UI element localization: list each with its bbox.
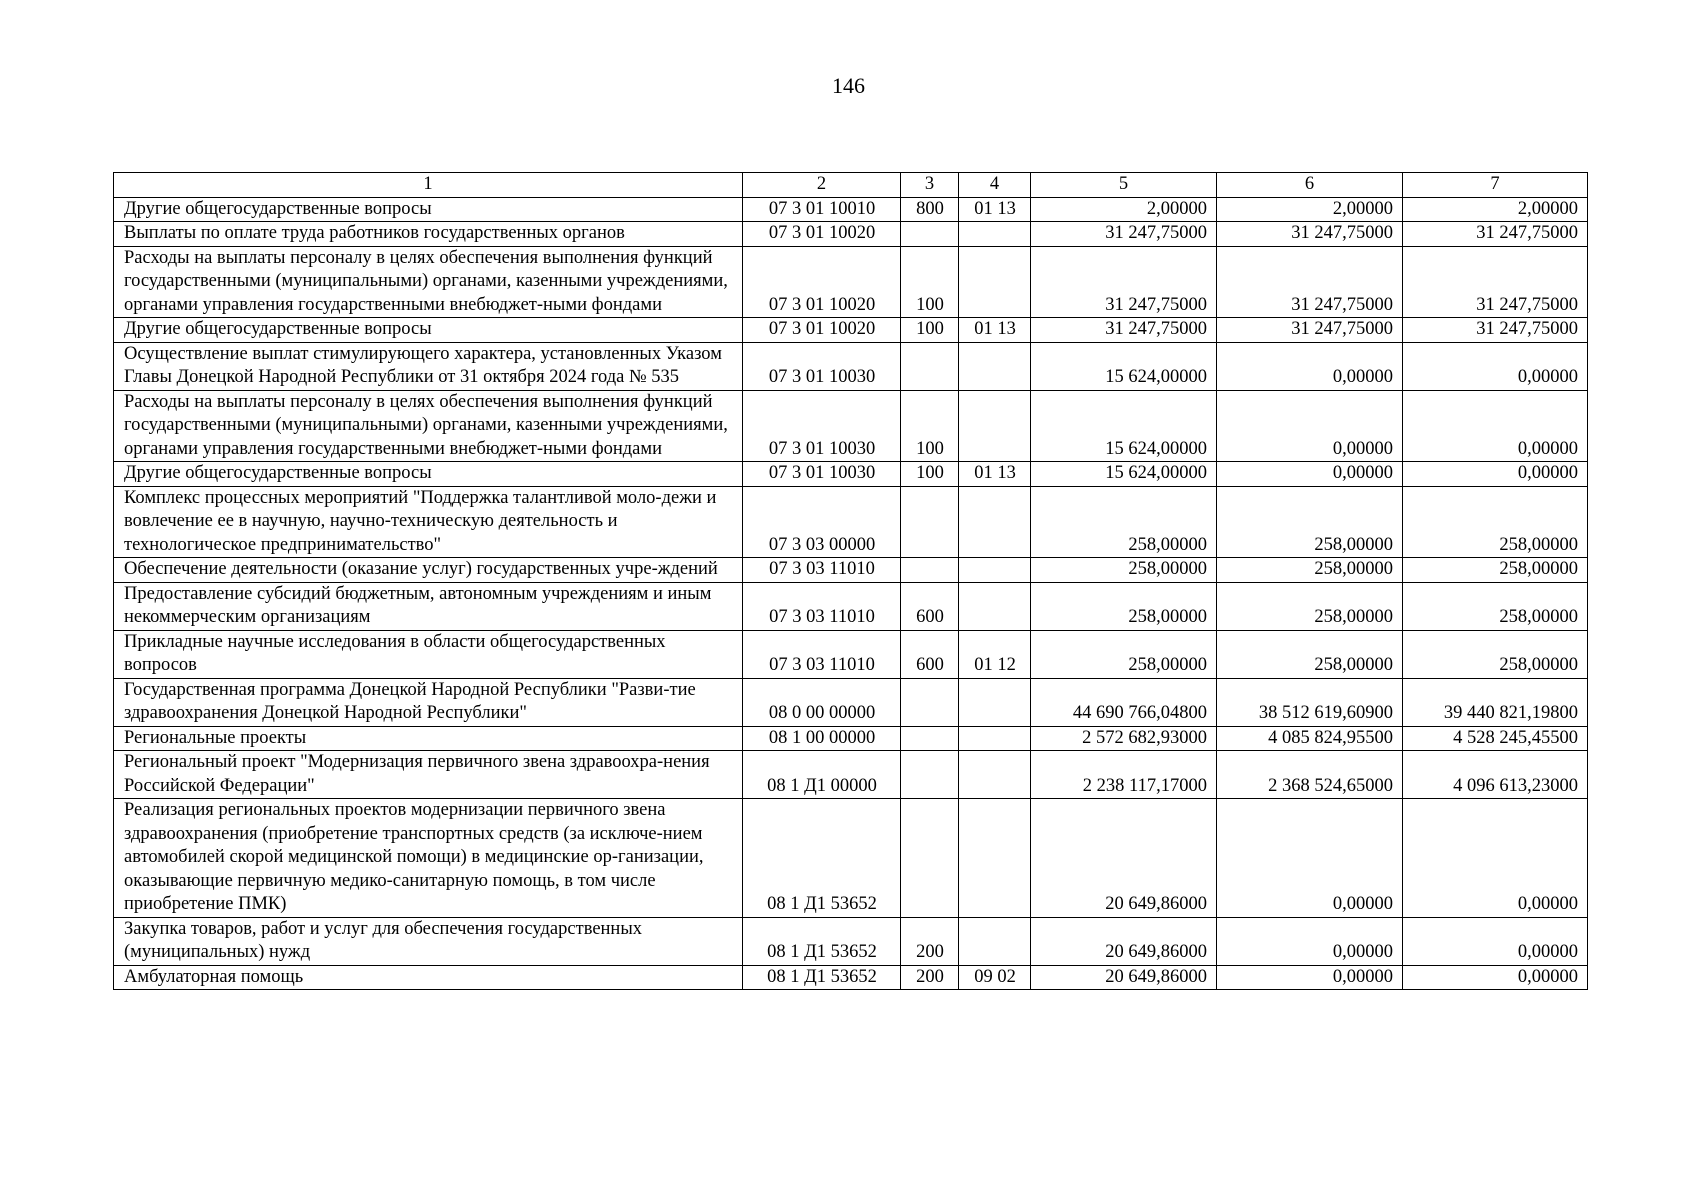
amount-col6-cell: 0,00000 bbox=[1217, 390, 1403, 462]
amount-col7-cell: 2,00000 bbox=[1403, 197, 1588, 222]
table-row bbox=[114, 678, 1588, 726]
amount-col7-cell: 31 247,75000 bbox=[1403, 222, 1588, 247]
table-row bbox=[114, 799, 1588, 918]
table-body bbox=[114, 197, 1588, 990]
amount-col7-cell: 258,00000 bbox=[1403, 558, 1588, 583]
expense-name-cell: Расходы на выплаты персоналу в целях обеспечения выполнения функций государственными (муниципальными) органами, казенными учреждениями, органами управления государственными внебюджет-ными фондами bbox=[114, 390, 743, 462]
expense-name-cell: Комплекс процессных мероприятий "Поддержка талантливой моло-дежи и вовлечение ее в научную, научно-техническую деятельность и технологическое предпринимательство" bbox=[114, 486, 743, 558]
expense-name-cell: Закупка товаров, работ и услуг для обеспечения государственных (муниципальных) нужд bbox=[114, 917, 743, 965]
amount-col6-cell: 0,00000 bbox=[1217, 917, 1403, 965]
table-row bbox=[114, 582, 1588, 630]
table-row bbox=[114, 222, 1588, 247]
amount-col7-cell: 0,00000 bbox=[1403, 965, 1588, 990]
target-code-cell: 07 3 01 10030 bbox=[743, 342, 901, 390]
amount-col6-cell: 0,00000 bbox=[1217, 342, 1403, 390]
expense-type-cell: 600 bbox=[901, 582, 959, 630]
target-code-cell: 08 1 Д1 53652 bbox=[743, 965, 901, 990]
target-code-cell: 08 1 00 00000 bbox=[743, 726, 901, 751]
expense-type-cell: 100 bbox=[901, 246, 959, 318]
section-code-cell: 01 13 bbox=[959, 197, 1031, 222]
amount-col6-cell: 0,00000 bbox=[1217, 462, 1403, 487]
expense-name-cell: Региональные проекты bbox=[114, 726, 743, 751]
section-code-cell bbox=[959, 799, 1031, 918]
expense-type-cell bbox=[901, 799, 959, 918]
expense-type-cell: 200 bbox=[901, 917, 959, 965]
section-code-cell bbox=[959, 222, 1031, 247]
section-code-cell bbox=[959, 678, 1031, 726]
target-code-cell: 07 3 03 11010 bbox=[743, 630, 901, 678]
amount-col5-cell: 2,00000 bbox=[1031, 197, 1217, 222]
section-code-cell: 01 12 bbox=[959, 630, 1031, 678]
section-code-cell: 09 02 bbox=[959, 965, 1031, 990]
amount-col5-cell: 31 247,75000 bbox=[1031, 246, 1217, 318]
table-row bbox=[114, 342, 1588, 390]
amount-col6-cell: 31 247,75000 bbox=[1217, 222, 1403, 247]
amount-col6-cell: 258,00000 bbox=[1217, 630, 1403, 678]
section-code-cell bbox=[959, 726, 1031, 751]
amount-col7-cell: 31 247,75000 bbox=[1403, 318, 1588, 343]
table-row bbox=[114, 318, 1588, 343]
table-row bbox=[114, 965, 1588, 990]
column-header: 6 bbox=[1217, 173, 1403, 198]
amount-col7-cell: 39 440 821,19800 bbox=[1403, 678, 1588, 726]
amount-col7-cell: 0,00000 bbox=[1403, 342, 1588, 390]
expense-name-cell: Прикладные научные исследования в области общегосударственных вопросов bbox=[114, 630, 743, 678]
amount-col7-cell: 258,00000 bbox=[1403, 582, 1588, 630]
column-header: 3 bbox=[901, 173, 959, 198]
table-row bbox=[114, 462, 1588, 487]
amount-col6-cell: 0,00000 bbox=[1217, 799, 1403, 918]
amount-col6-cell: 2 368 524,65000 bbox=[1217, 751, 1403, 799]
amount-col5-cell: 31 247,75000 bbox=[1031, 222, 1217, 247]
expense-type-cell bbox=[901, 558, 959, 583]
amount-col5-cell: 258,00000 bbox=[1031, 486, 1217, 558]
amount-col6-cell: 258,00000 bbox=[1217, 486, 1403, 558]
target-code-cell: 07 3 01 10010 bbox=[743, 197, 901, 222]
expense-type-cell bbox=[901, 678, 959, 726]
target-code-cell: 07 3 03 11010 bbox=[743, 582, 901, 630]
amount-col5-cell: 44 690 766,04800 bbox=[1031, 678, 1217, 726]
expense-name-cell: Предоставление субсидий бюджетным, автономным учреждениям и иным некоммерческим организациям bbox=[114, 582, 743, 630]
section-code-cell bbox=[959, 246, 1031, 318]
expense-type-cell: 100 bbox=[901, 462, 959, 487]
table-row bbox=[114, 197, 1588, 222]
expense-name-cell: Выплаты по оплате труда работников государственных органов bbox=[114, 222, 743, 247]
section-code-cell: 01 13 bbox=[959, 318, 1031, 343]
target-code-cell: 07 3 03 00000 bbox=[743, 486, 901, 558]
column-header: 4 bbox=[959, 173, 1031, 198]
column-header: 1 bbox=[114, 173, 743, 198]
amount-col6-cell: 31 247,75000 bbox=[1217, 318, 1403, 343]
amount-col5-cell: 15 624,00000 bbox=[1031, 390, 1217, 462]
budget-table bbox=[113, 172, 1588, 990]
section-code-cell bbox=[959, 558, 1031, 583]
amount-col6-cell: 2,00000 bbox=[1217, 197, 1403, 222]
amount-col7-cell: 4 096 613,23000 bbox=[1403, 751, 1588, 799]
section-code-cell bbox=[959, 390, 1031, 462]
amount-col7-cell: 4 528 245,45500 bbox=[1403, 726, 1588, 751]
section-code-cell bbox=[959, 917, 1031, 965]
amount-col5-cell: 2 238 117,17000 bbox=[1031, 751, 1217, 799]
amount-col5-cell: 15 624,00000 bbox=[1031, 462, 1217, 487]
expense-name-cell: Государственная программа Донецкой Народной Республики "Разви-тие здравоохранения Донецкой Народной Республики" bbox=[114, 678, 743, 726]
expense-type-cell bbox=[901, 222, 959, 247]
amount-col5-cell: 258,00000 bbox=[1031, 558, 1217, 583]
amount-col5-cell: 15 624,00000 bbox=[1031, 342, 1217, 390]
expense-name-cell: Расходы на выплаты персоналу в целях обеспечения выполнения функций государственными (муниципальными) органами, казенными учреждениями, органами управления государственными внебюджет-ными фондами bbox=[114, 246, 743, 318]
amount-col5-cell: 20 649,86000 bbox=[1031, 965, 1217, 990]
amount-col7-cell: 0,00000 bbox=[1403, 917, 1588, 965]
column-header: 7 bbox=[1403, 173, 1588, 198]
expense-name-cell: Другие общегосударственные вопросы bbox=[114, 197, 743, 222]
expense-type-cell: 800 bbox=[901, 197, 959, 222]
expense-type-cell: 100 bbox=[901, 318, 959, 343]
amount-col5-cell: 20 649,86000 bbox=[1031, 917, 1217, 965]
amount-col6-cell: 258,00000 bbox=[1217, 558, 1403, 583]
table-row bbox=[114, 630, 1588, 678]
target-code-cell: 07 3 01 10020 bbox=[743, 246, 901, 318]
amount-col7-cell: 31 247,75000 bbox=[1403, 246, 1588, 318]
expense-name-cell: Другие общегосударственные вопросы bbox=[114, 318, 743, 343]
column-header: 5 bbox=[1031, 173, 1217, 198]
amount-col5-cell: 258,00000 bbox=[1031, 582, 1217, 630]
table-row bbox=[114, 726, 1588, 751]
expense-name-cell: Реализация региональных проектов модернизации первичного звена здравоохранения (приобретение транспортных средств (за исключе-нием автомобилей скорой медицинской помощи) в медицинские ор-ганизации, оказывающие первичную медико-санитарную помощь, в том числе приобретение ПМК) bbox=[114, 799, 743, 918]
amount-col6-cell: 38 512 619,60900 bbox=[1217, 678, 1403, 726]
target-code-cell: 08 1 Д1 53652 bbox=[743, 799, 901, 918]
table-row bbox=[114, 558, 1588, 583]
target-code-cell: 07 3 01 10030 bbox=[743, 390, 901, 462]
expense-name-cell: Другие общегосударственные вопросы bbox=[114, 462, 743, 487]
expense-type-cell bbox=[901, 751, 959, 799]
expense-name-cell: Осуществление выплат стимулирующего характера, установленных Указом Главы Донецкой Народной Республики от 31 октября 2024 года № 535 bbox=[114, 342, 743, 390]
amount-col5-cell: 258,00000 bbox=[1031, 630, 1217, 678]
amount-col6-cell: 258,00000 bbox=[1217, 582, 1403, 630]
target-code-cell: 07 3 03 11010 bbox=[743, 558, 901, 583]
expense-type-cell bbox=[901, 342, 959, 390]
amount-col7-cell: 0,00000 bbox=[1403, 799, 1588, 918]
amount-col6-cell: 31 247,75000 bbox=[1217, 246, 1403, 318]
section-code-cell bbox=[959, 751, 1031, 799]
section-code-cell: 01 13 bbox=[959, 462, 1031, 487]
amount-col5-cell: 2 572 682,93000 bbox=[1031, 726, 1217, 751]
table-row bbox=[114, 751, 1588, 799]
target-code-cell: 07 3 01 10020 bbox=[743, 318, 901, 343]
expense-type-cell bbox=[901, 726, 959, 751]
column-header: 2 bbox=[743, 173, 901, 198]
expense-type-cell: 200 bbox=[901, 965, 959, 990]
header-row bbox=[114, 173, 1588, 198]
amount-col5-cell: 20 649,86000 bbox=[1031, 799, 1217, 918]
target-code-cell: 08 0 00 00000 bbox=[743, 678, 901, 726]
amount-col7-cell: 258,00000 bbox=[1403, 486, 1588, 558]
expense-name-cell: Обеспечение деятельности (оказание услуг) государственных учре-ждений bbox=[114, 558, 743, 583]
amount-col7-cell: 0,00000 bbox=[1403, 390, 1588, 462]
expense-type-cell bbox=[901, 486, 959, 558]
amount-col6-cell: 4 085 824,95500 bbox=[1217, 726, 1403, 751]
table-row bbox=[114, 486, 1588, 558]
amount-col5-cell: 31 247,75000 bbox=[1031, 318, 1217, 343]
expense-name-cell: Амбулаторная помощь bbox=[114, 965, 743, 990]
table-row bbox=[114, 246, 1588, 318]
page-number: 146 bbox=[832, 73, 865, 98]
expense-name-cell: Региональный проект "Модернизация первичного звена здравоохра-нения Российской Федерации" bbox=[114, 751, 743, 799]
amount-col7-cell: 0,00000 bbox=[1403, 462, 1588, 487]
expense-type-cell: 100 bbox=[901, 390, 959, 462]
section-code-cell bbox=[959, 342, 1031, 390]
target-code-cell: 08 1 Д1 00000 bbox=[743, 751, 901, 799]
amount-col6-cell: 0,00000 bbox=[1217, 965, 1403, 990]
table-row bbox=[114, 390, 1588, 462]
target-code-cell: 07 3 01 10030 bbox=[743, 462, 901, 487]
target-code-cell: 07 3 01 10020 bbox=[743, 222, 901, 247]
expense-type-cell: 600 bbox=[901, 630, 959, 678]
target-code-cell: 08 1 Д1 53652 bbox=[743, 917, 901, 965]
amount-col7-cell: 258,00000 bbox=[1403, 630, 1588, 678]
section-code-cell bbox=[959, 486, 1031, 558]
section-code-cell bbox=[959, 582, 1031, 630]
table-row bbox=[114, 917, 1588, 965]
